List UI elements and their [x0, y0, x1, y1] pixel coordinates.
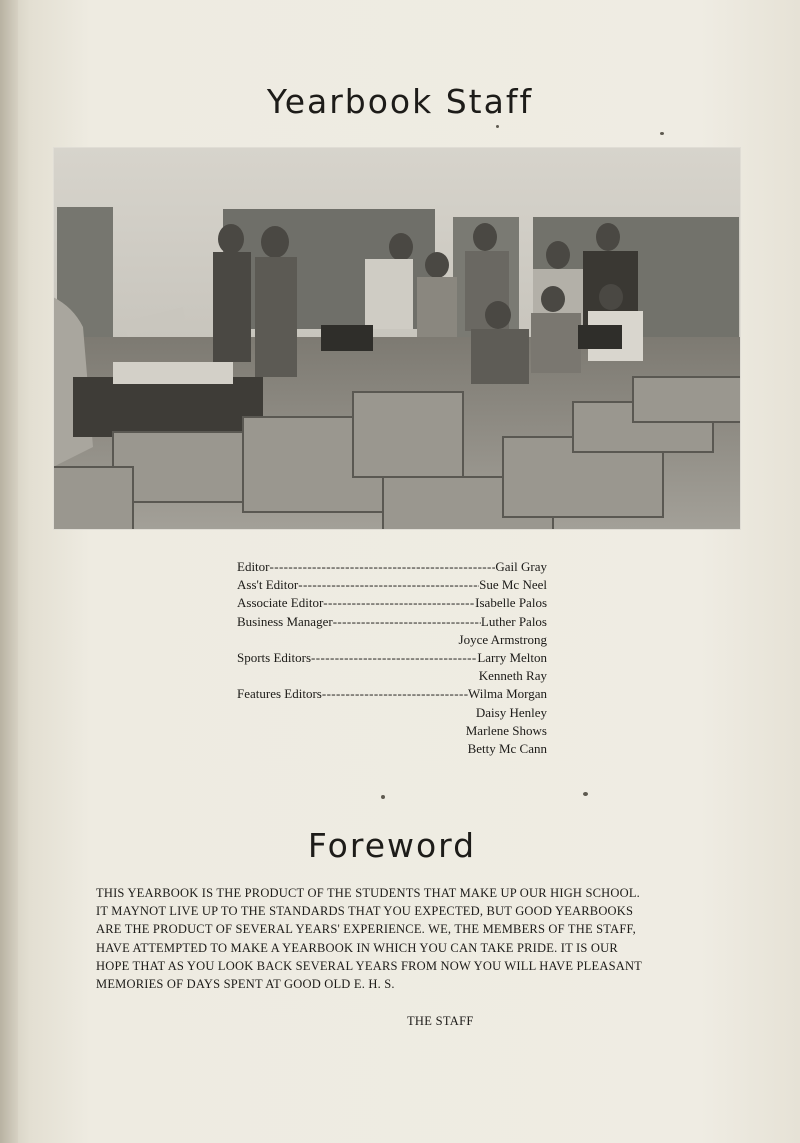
staff-name: Gail Gray — [495, 559, 547, 574]
staff-name: Daisy Henley — [475, 704, 547, 720]
staff-name: Wilma Morgan — [467, 686, 547, 702]
staff-role: Ass't Editor — [237, 577, 299, 593]
staff-name: Betty Mc Cann — [467, 740, 547, 756]
staff-name: Luther Palos — [480, 613, 547, 629]
staff-name: Isabelle Palos — [475, 595, 547, 611]
staff-name: Larry Melton — [477, 649, 547, 665]
foreword-title: Foreword — [307, 826, 477, 865]
staff-role: Features Editors — [237, 686, 322, 702]
staff-name: Marlene Shows — [465, 722, 547, 738]
foreword-line: MEMORIES OF DAYS SPENT AT GOOD OLD E. H. S. — [96, 977, 395, 992]
foreword-line: IT MAYNOT LIVE UP TO THE STANDARDS THAT YOU EXPECTED, BUT GOOD YEARBOOKS — [96, 904, 634, 919]
foreword-line: ARE THE PRODUCT OF SEVERAL YEARS' EXPERIENCE. WE, THE MEMBERS OF THE STAFF, — [96, 922, 636, 937]
staff-photo-illustration — [53, 147, 741, 530]
foreword-signoff: THE STAFF — [407, 1014, 474, 1028]
foreword-line: THIS YEARBOOK IS THE PRODUCT OF THE STUDENTS THAT MAKE UP OUR HIGH SCHOOL. — [96, 886, 641, 900]
leader-dots — [322, 685, 468, 703]
staff-row-continuation — [237, 667, 547, 685]
paper-speck — [660, 132, 664, 135]
staff-row-associate-editor — [237, 594, 547, 612]
foreword-line: HOPE THAT AS YOU LOOK BACK SEVERAL YEARS FROM NOW YOU WILL HAVE PLEASANT — [96, 958, 643, 973]
staff-row-continuation — [237, 631, 547, 649]
staff-role: Associate Editor — [237, 595, 324, 611]
foreword-line: HAVE ATTEMPTED TO MAKE A YEARBOOK IN WHICH YOU CAN TAKE PRIDE. IT IS OUR — [96, 940, 618, 955]
staff-row-continuation — [237, 740, 547, 758]
staff-row-continuation — [237, 722, 547, 740]
staff-row-sports-editors — [237, 649, 547, 667]
paper-speck — [381, 795, 385, 799]
leader-dots — [298, 576, 479, 594]
page-title: Yearbook Staff — [266, 82, 534, 121]
leader-dots — [333, 613, 481, 631]
staff-role: Business Manager — [237, 613, 333, 629]
leader-dots — [311, 649, 477, 667]
staff-name: Joyce Armstrong — [458, 631, 547, 647]
staff-row-continuation — [237, 704, 547, 722]
staff-name: Kenneth Ray — [478, 668, 547, 684]
leader-dots — [323, 594, 475, 612]
staff-row-editor — [237, 558, 547, 576]
paper-speck — [496, 125, 499, 128]
staff-role: Editor — [237, 559, 270, 574]
foreword-body — [96, 884, 706, 993]
page-spine-shadow — [0, 0, 18, 1143]
staff-name: Sue Mc Neel — [479, 577, 547, 593]
staff-photo — [53, 147, 741, 530]
paper-speck — [583, 792, 588, 796]
leader-dots — [270, 558, 496, 576]
staff-list — [237, 558, 547, 758]
staff-row-asst-editor — [237, 576, 547, 594]
staff-row-features-editors — [237, 685, 547, 703]
staff-row-business-manager — [237, 613, 547, 631]
staff-role: Sports Editors — [237, 649, 312, 665]
